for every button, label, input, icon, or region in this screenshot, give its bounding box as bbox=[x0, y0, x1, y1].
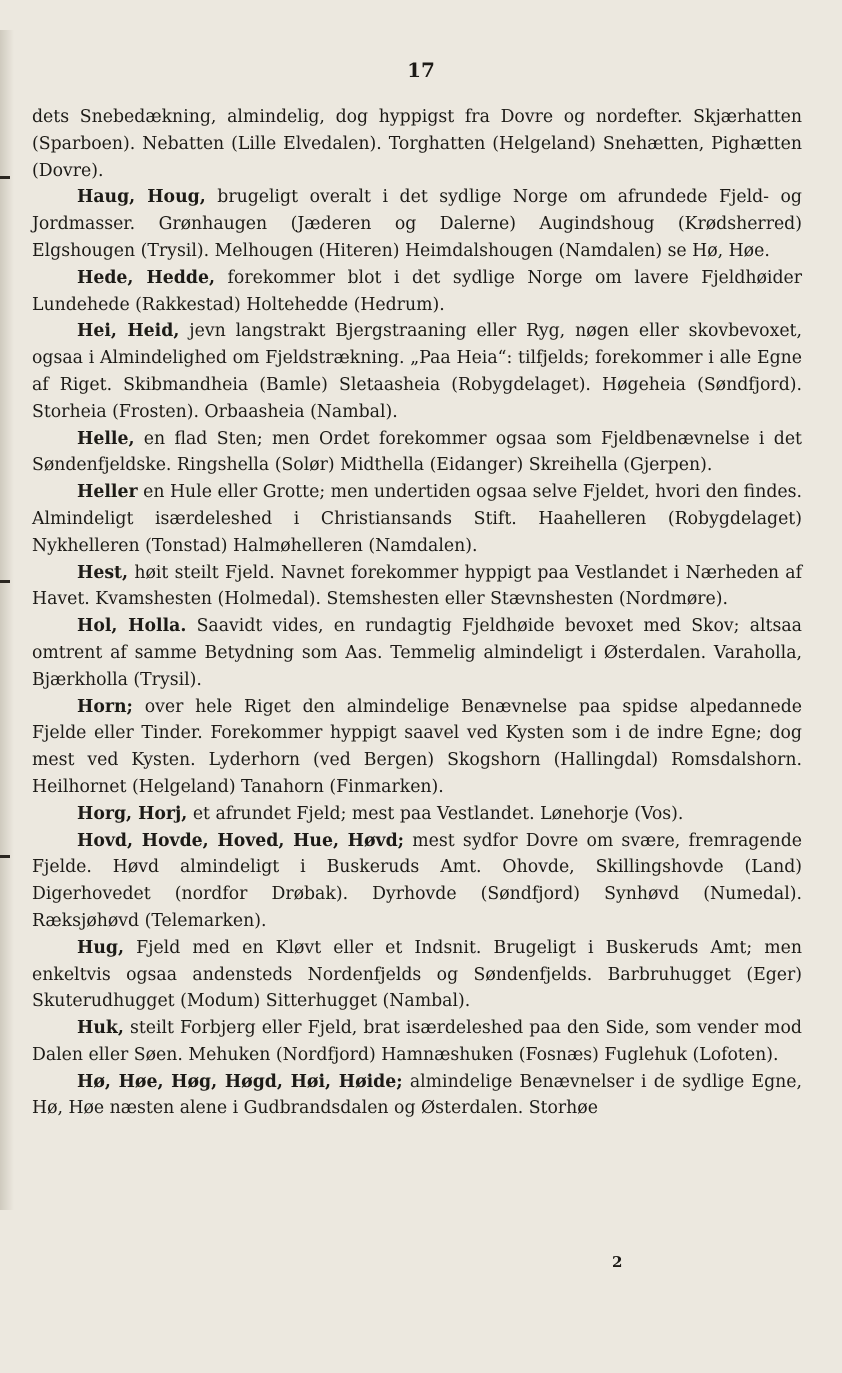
entry-paragraph bbox=[32, 184, 802, 264]
entry-headword: Huk, bbox=[77, 1018, 124, 1039]
entry-text: almindelige Benævnelser i de sydlige Egne, Hø, Høe næsten alene i Gudbrandsdalen og Østerdalen. Storhøe bbox=[32, 1071, 803, 1119]
entry-text: jevn langstrakt Bjergstraaning eller Ryg, nøgen eller skovbevoxet, ogsaa i Almindelighed om Fjeldstrækning. „Paa Heia“: tilfjelds; forekommer i alle Egne af Riget. Skibmandheia (Bamle) Sletaasheia (Robygdelaget). Høgeheia (Søndfjord). Storheia (Frosten). Orbaasheia (Nambal). bbox=[32, 321, 802, 422]
entry-paragraph bbox=[32, 613, 802, 693]
page-number: 17 bbox=[407, 58, 435, 82]
entry-text: forekommer blot i det sydlige Norge om lavere Fjeldhøider Lundehede (Rakkestad) Holtehedde (Hedrum). bbox=[32, 267, 802, 315]
entry-paragraph bbox=[32, 935, 802, 1015]
body-text bbox=[32, 104, 802, 1122]
entry-paragraph bbox=[32, 318, 802, 425]
entry-paragraph bbox=[32, 828, 802, 935]
entry-paragraph bbox=[32, 694, 802, 801]
entry-text: høit steilt Fjeld. Navnet forekommer hyppigt paa Vestlandet i Nærheden af Havet. Kvamshesten (Holmedal). Stemshesten eller Stævnshesten (Nordmøre). bbox=[32, 562, 802, 610]
entry-headword: Horg, Horj, bbox=[77, 803, 188, 824]
gutter-mark bbox=[0, 176, 10, 179]
entry-text: dets Snebedækning, almindelig, dog hyppigst fra Dovre og nordefter. Skjærhatten (Sparboen). Nebatten (Lille Elvedalen). Torghatten (Helgeland) Snehætten, Pighætten (Dovre). bbox=[32, 107, 802, 181]
entry-headword: Horn; bbox=[77, 696, 133, 717]
entry-paragraph bbox=[32, 1069, 802, 1123]
entry-headword: Hest, bbox=[77, 562, 129, 583]
printer-signature-mark: 2 bbox=[612, 1253, 623, 1271]
entry-paragraph bbox=[32, 479, 802, 559]
entry-headword: Heller bbox=[77, 482, 138, 503]
entry-headword: Helle, bbox=[77, 428, 135, 449]
entry-paragraph bbox=[32, 801, 802, 828]
entry-paragraph bbox=[32, 560, 802, 614]
entry-text: en Hule eller Grotte; men undertiden ogsaa selve Fjeldet, hvori den findes. Almindeligt isærdeleshed i Christiansands Stift. Haahelleren (Robygdelaget) Nykhelleren (Tonstad) Halmøhelleren (Namdalen). bbox=[32, 482, 802, 556]
entry-text: et afrundet Fjeld; mest paa Vestlandet. Lønehorje (Vos). bbox=[192, 803, 684, 824]
gutter-mark bbox=[0, 855, 10, 858]
gutter-mark bbox=[0, 580, 10, 583]
entry-text: Fjeld med en Kløvt eller et Indsnit. Brugeligt i Buskeruds Amt; men enkeltvis ogsaa andensteds Nordenfjelds og Søndenfjelds. Barbruhugget (Eger) Skuterudhugget (Modum) Sitterhugget (Nambal). bbox=[32, 937, 802, 1012]
entry-paragraph bbox=[32, 265, 802, 319]
entry-headword: Hede, Hedde, bbox=[77, 267, 215, 288]
entry-headword: Hug, bbox=[77, 937, 124, 958]
entry-text: brugeligt overalt i det sydlige Norge om afrundede Fjeld- og Jordmasser. Grønhaugen (Jæderen og Dalerne) Augindshoug (Krødsherred) Elgshougen (Trysil). Melhougen (Hiteren) Heimdalshougen (Namdalen) se Hø, Høe. bbox=[32, 187, 802, 261]
entry-text: en flad Sten; men Ordet forekommer ogsaa som Fjeldbenævnelse i det Søndenfjeldske. Ringshella (Solør) Midthella (Eidanger) Skreihella (Gjerpen). bbox=[32, 428, 802, 476]
entry-headword: Hø, Høe, Høg, Høgd, Høi, Høide; bbox=[77, 1071, 403, 1092]
entry-text: mest sydfor Dovre om svære, fremragende Fjelde. Høvd almindeligt i Buskeruds Amt. Ohovde, Skillingshovde (Land) Digerhovedet (nordfor Drøbak). Dyrhovde (Søndfjord) Synhøvd (Numedal). Ræksjøhøvd (Telemarken). bbox=[32, 830, 802, 931]
entry-paragraph bbox=[32, 1015, 802, 1069]
entry-paragraph bbox=[32, 426, 802, 480]
entry-text: Saavidt vides, en rundagtig Fjeldhøide bevoxet med Skov; altsaa omtrent af samme Betydning som Aas. Temmelig almindeligt i Østerdalen. Varaholla, Bjærkholla (Trysil). bbox=[32, 616, 802, 690]
entry-headword: Hei, Heid, bbox=[77, 321, 180, 342]
entry-headword: Hovd, Hovde, Hoved, Hue, Høvd; bbox=[77, 830, 405, 851]
page-gutter-shadow bbox=[0, 30, 14, 1210]
entry-headword: Hol, Holla. bbox=[77, 616, 187, 637]
entry-headword: Haug, Houg, bbox=[77, 187, 206, 208]
entry-text: over hele Riget den almindelige Benævnelse paa spidse alpedannede Fjelde eller Tinder. Forekommer hyppigt saavel ved Kysten som i de indre Egne; dog mest ved Kysten. Lyderhorn (ved Bergen) Skogshorn (Hallingdal) Romsdalshorn. Heilhornet (Helgeland) Tanahorn (Finmarken). bbox=[32, 696, 803, 797]
entry-paragraph bbox=[32, 104, 802, 184]
entry-text: steilt Forbjerg eller Fjeld, brat isærdeleshed paa den Side, som vender mod Dalen eller Søen. Mehuken (Nordfjord) Hamnæshuken (Fosnæs) Fuglehuk (Lofoten). bbox=[32, 1018, 802, 1065]
